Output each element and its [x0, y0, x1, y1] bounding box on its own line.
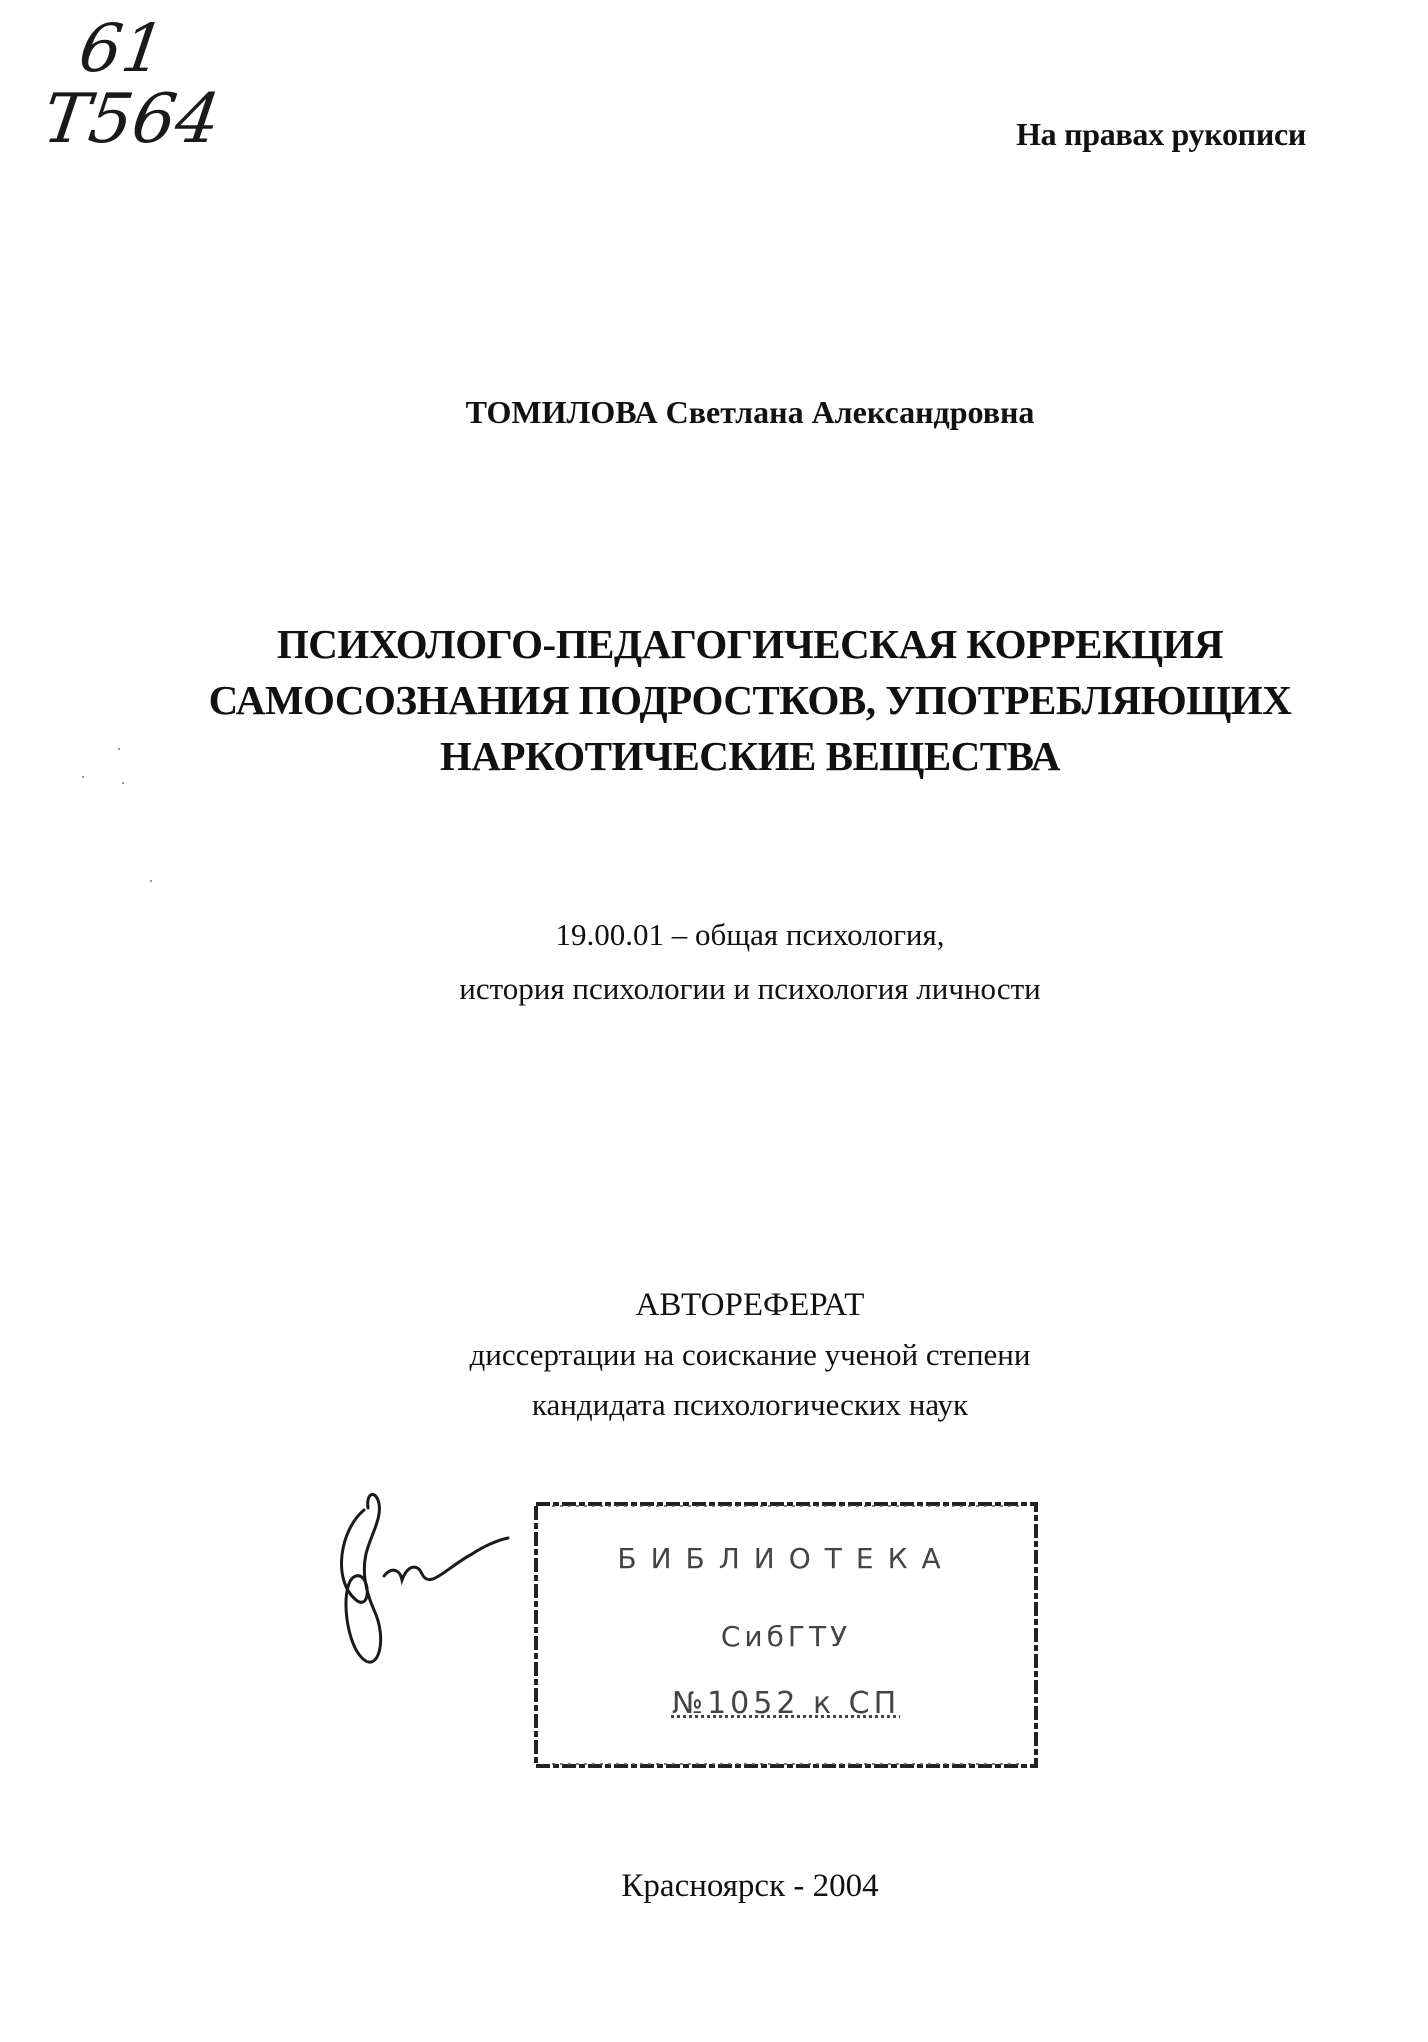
signature-mark: [322, 1480, 512, 1680]
rights-note: На правах рукописи: [1016, 116, 1306, 152]
city-year: Красноярск - 2004: [621, 1868, 879, 1904]
thesis-title-line: НАРКОТИЧЕСКИЕ ВЕЩЕСТВА: [439, 733, 1061, 779]
stamp-inventory-number: №1052 к СП: [671, 1686, 901, 1721]
stamp-institution: СибГТУ: [720, 1620, 852, 1653]
handwritten-call-number-line2: Т564: [38, 80, 225, 159]
stamp-label: БИБЛИОТЕКА: [617, 1542, 955, 1575]
document-type-heading: АВТОРЕФЕРАТ: [635, 1287, 865, 1323]
thesis-title: [0, 616, 1428, 784]
handwritten-call-number: [30, 10, 230, 160]
thesis-title-line: САМОСОЗНАНИЯ ПОДРОСТКОВ, УПОТРЕБЛЯЮЩИХ: [208, 677, 1292, 723]
specialty-code: [0, 908, 1428, 1016]
specialty-line: 19.00.01 – общая психология,: [555, 917, 945, 952]
thesis-title-line: ПСИХОЛОГО-ПЕДАГОГИЧЕСКАЯ КОРРЕКЦИЯ: [276, 621, 1224, 667]
signature-stroke: [342, 1494, 381, 1662]
author-name: ТОМИЛОВА Светлана Александровна: [465, 394, 1035, 430]
scan-speck: [118, 748, 120, 750]
signature-stroke: [384, 1538, 508, 1580]
scan-speck: [122, 782, 124, 784]
library-stamp: [532, 1500, 1040, 1770]
scan-speck: [150, 880, 152, 882]
specialty-line: история психологии и психология личности: [459, 971, 1041, 1006]
handwritten-call-number-line1: 61: [74, 10, 170, 87]
document-type-line: диссертации на соискание ученой степени: [469, 1337, 1031, 1372]
document-type-line: кандидата психологических наук: [531, 1387, 969, 1422]
scan-speck: [82, 776, 84, 778]
document-type-block: [0, 1280, 1428, 1430]
